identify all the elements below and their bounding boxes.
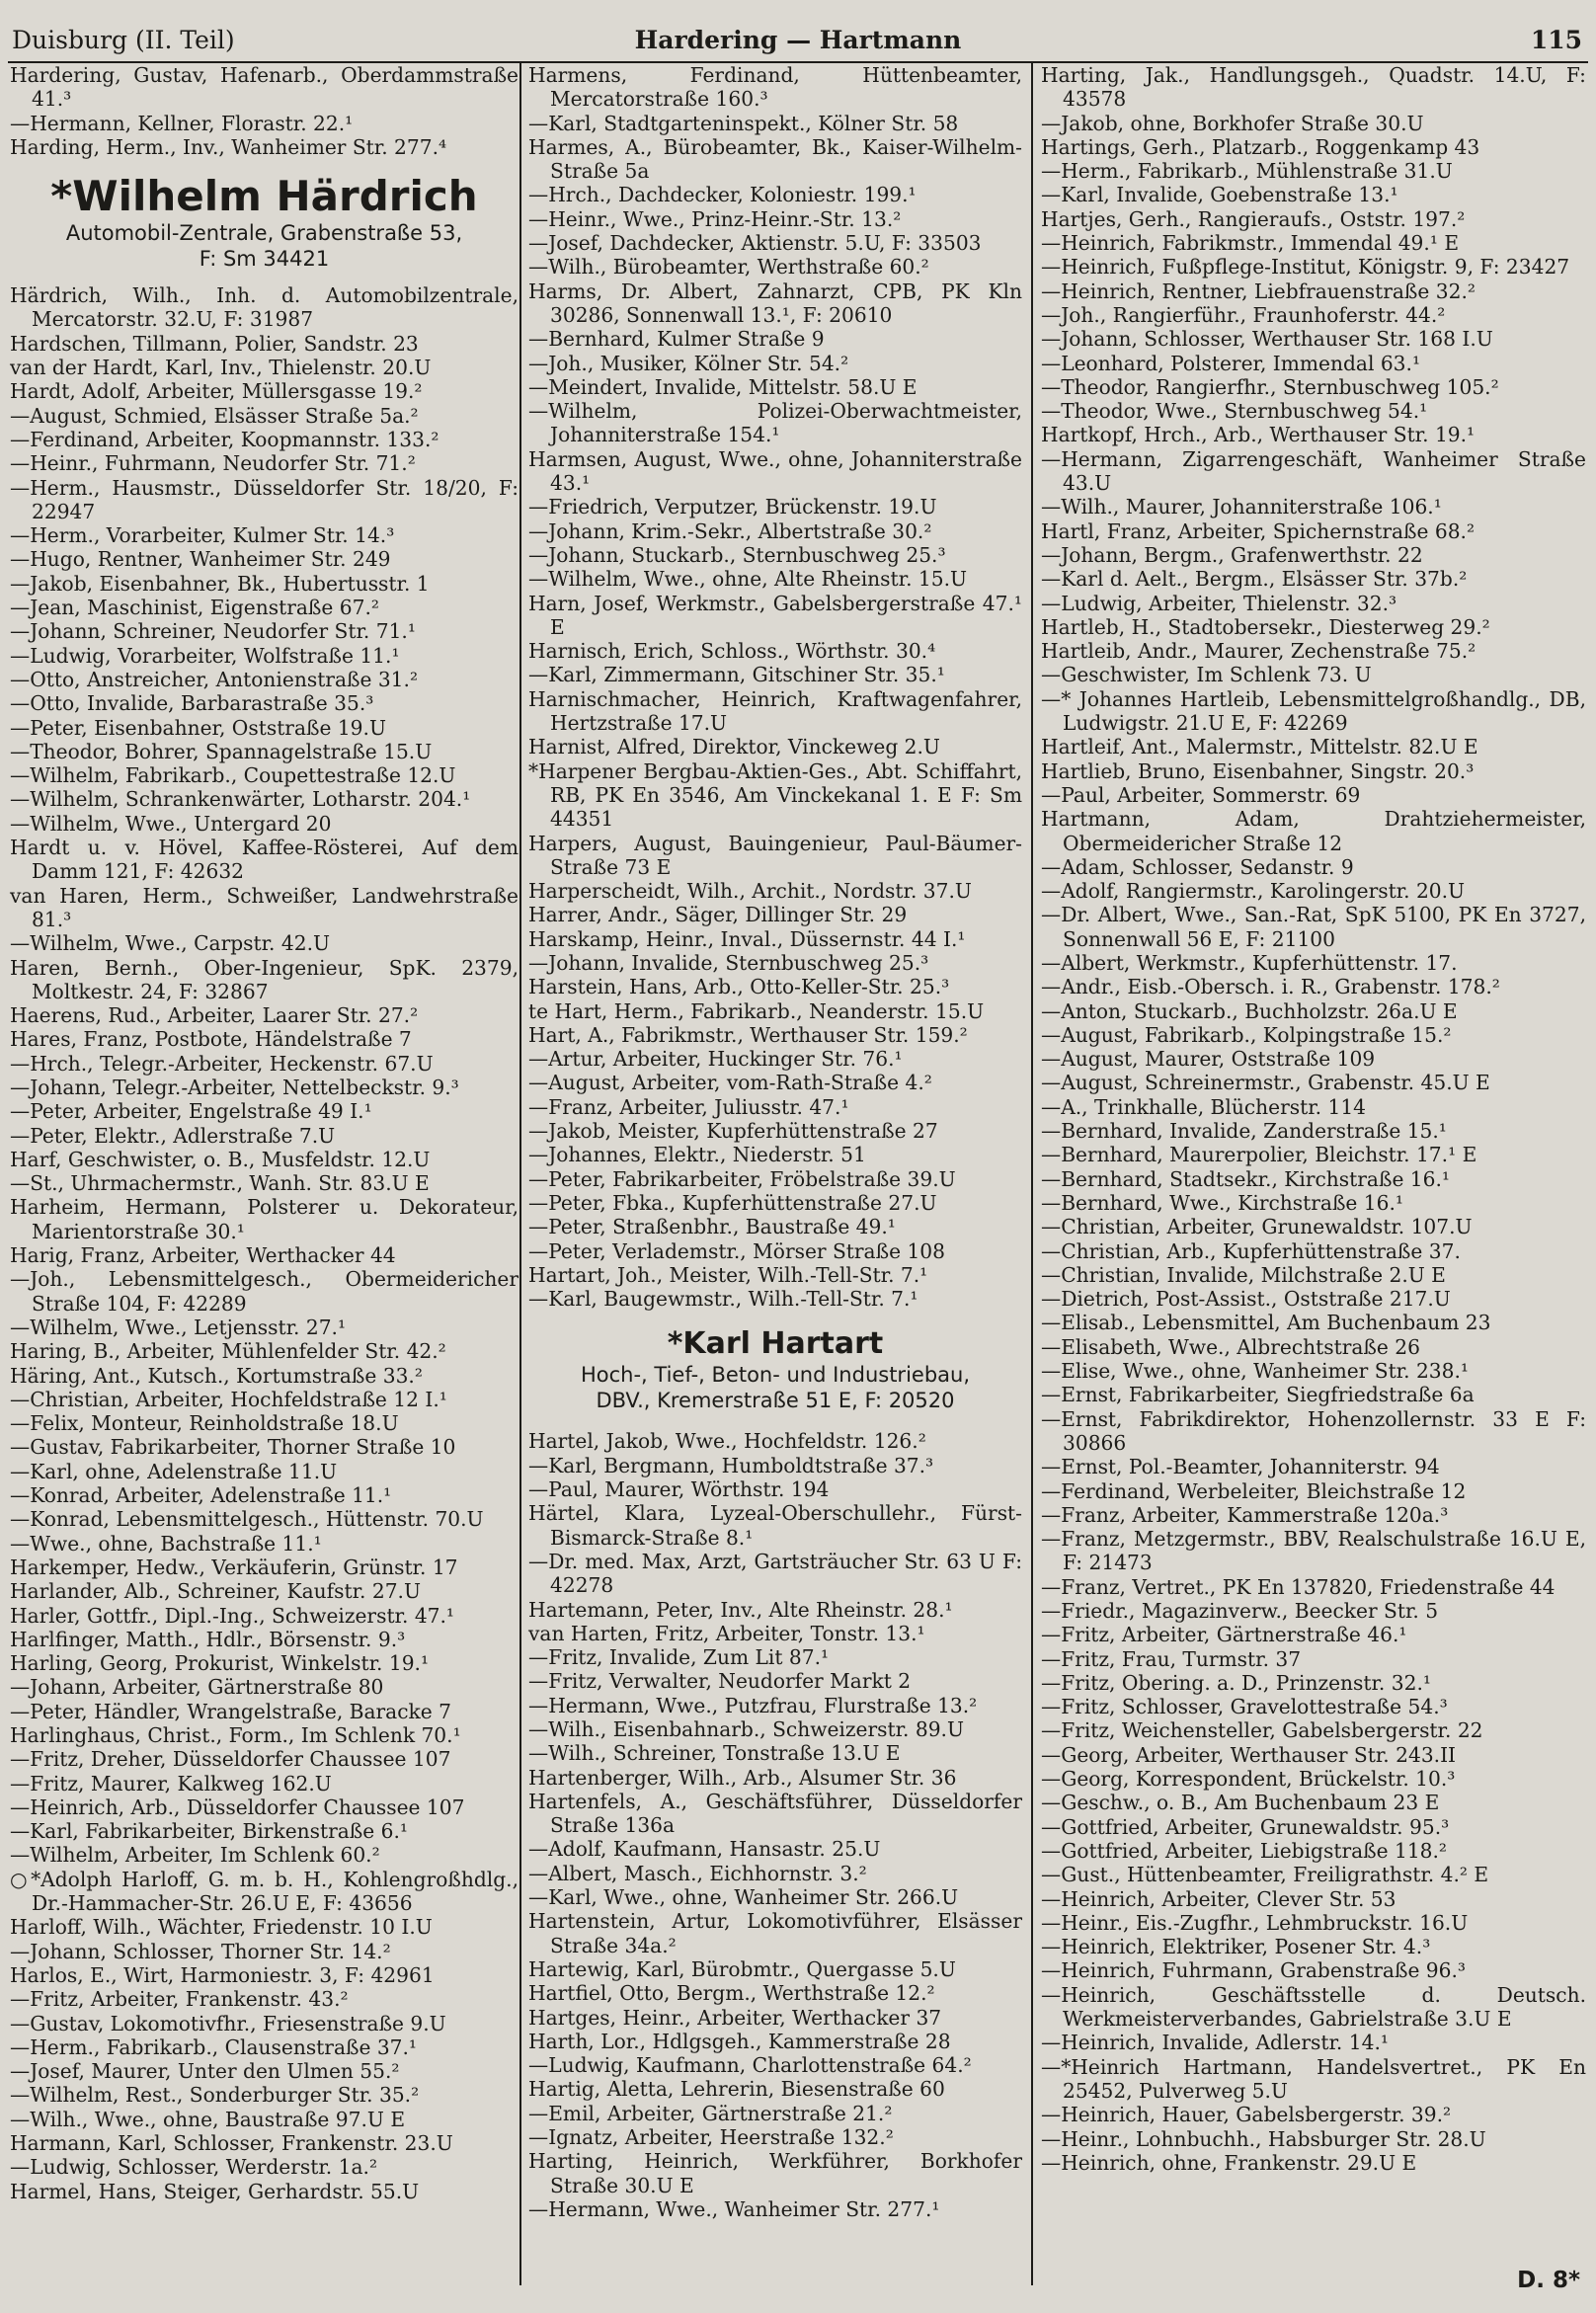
directory-entry: —Christian, Arbeiter, Grunewaldstr. 107.U <box>1041 1215 1473 1239</box>
directory-entry: —Konrad, Lebensmittelgesch., Hüttenstr. 70.U <box>10 1507 484 1532</box>
directory-entry: —Hugo, Rentner, Wanheimer Str. 249 <box>10 547 391 572</box>
directory-entry: —Fritz, Verwalter, Neudorfer Markt 2 <box>528 1669 912 1694</box>
directory-entry: —Karl, Stadtgarteninspekt., Kölner Str. 58 <box>528 111 959 135</box>
directory-entry: —Karl d. Aelt., Bergm., Elsässer Str. 37b.² <box>1041 567 1468 592</box>
directory-entry: —Peter, Arbeiter, Engelstraße 49 I.¹ <box>10 1099 372 1124</box>
directory-entry: —Heinr., Wwe., Prinz-Heinr.-Str. 13.² <box>528 206 902 231</box>
directory-entry: Härdrich, Wilh., Inh. d. Automobilzentrale, Mercatorstr. 32.U, F: 31987 <box>10 283 519 332</box>
directory-entry: —Hermann, Zigarrengeschäft, Wanheimer Straße 43.U <box>1041 446 1586 496</box>
directory-entry: Harrer, Andr., Säger, Dillinger Str. 29 <box>528 903 908 927</box>
directory-entry: Hardt u. v. Hövel, Kaffee-Rösterei, Auf dem Damm 121, F: 42632 <box>10 836 519 884</box>
directory-entry: Harf, Geschwister, o. B., Musfeldstr. 12.U <box>10 1147 431 1171</box>
directory-entry: —Dr. med. Max, Arzt, Gartsträucher Str. 63 U F: 42278 <box>528 1549 1022 1598</box>
directory-entry: Hartmann, Adam, Drahtziehermeister, Obermeidericher Straße 12 <box>1041 807 1586 855</box>
directory-entry: —Heinrich, Fußpflege-Institut, Königstr. 9, F: 23427 <box>1041 255 1570 279</box>
ad-line1: Hoch-, Tief-, Beton- und Industriebau, <box>580 1363 971 1388</box>
directory-entry: —Wilh., Wwe., ohne, Baustraße 97.U E <box>10 2107 406 2131</box>
directory-entry: Harstein, Hans, Arb., Otto-Keller-Str. 25.³ <box>528 975 950 999</box>
directory-entry: —Wilhelm, Polizei-Oberwachtmeister, Johanniterstraße 154.¹ <box>528 399 1022 447</box>
directory-entry: Harler, Gottfr., Dipl.-Ing., Schweizerstr. 47.¹ <box>10 1603 455 1628</box>
header-city: Duisburg (II. Teil) <box>12 26 235 54</box>
directory-entry: —Peter, Eisenbahner, Oststraße 19.U <box>10 715 386 740</box>
directory-entry: *Harpener Bergbau-Aktien-Ges., Abt. Schiffahrt, RB, PK En 3546, Am Vinckekanal 1. E F: Sm 44351 <box>528 758 1022 832</box>
advertisement-ad1 <box>10 173 519 272</box>
directory-entry: Harmes, A., Bürobeamter, Bk., Kaiser-Wilhelm-Straße 5a <box>528 134 1022 184</box>
directory-entry: —Heinrich, Elektriker, Posener Str. 4.³ <box>1041 1935 1431 1959</box>
directory-entry: —Wilhelm, Wwe., Carpstr. 42.U <box>10 931 331 956</box>
directory-entry: —Josef, Maurer, Unter den Ulmen 55.² <box>10 2059 400 2084</box>
directory-entry: —August, Schmied, Elsässer Straße 5a.² <box>10 403 419 428</box>
directory-entry: Hartjes, Gerh., Rangieraufs., Oststr. 197.² <box>1041 206 1466 231</box>
directory-entry: —Franz, Vertret., PK En 137820, Friedenstraße 44 <box>1041 1574 1556 1599</box>
directory-entry: —Heinrich, Fuhrmann, Grabenstraße 96.³ <box>1041 1958 1467 1983</box>
directory-entry: —Emil, Arbeiter, Gärtnerstraße 21.² <box>528 2101 893 2125</box>
signature-mark: D. 8* <box>1517 2268 1580 2293</box>
directory-entry: —Heinr., Lohnbuchh., Habsburger Str. 28.U <box>1041 2126 1486 2151</box>
directory-entry: Hartewig, Karl, Bürobmtr., Quergasse 5.U <box>528 1956 956 1981</box>
directory-entry: Harlinghaus, Christ., Form., Im Schlenk 70.¹ <box>10 1723 461 1747</box>
directory-entry: —* Johannes Hartleib, Lebensmittelgroßhandlg., DB, Ludwigstr. 21.U E, F: 42269 <box>1041 686 1586 736</box>
directory-entry: Härtel, Klara, Lyzeal-Oberschullehr., Fürst-Bismarck-Straße 8.¹ <box>528 1501 1022 1550</box>
directory-entry: Harig, Franz, Arbeiter, Werthacker 44 <box>10 1243 396 1268</box>
directory-entry: —Friedr., Magazinverw., Beecker Str. 5 <box>1041 1599 1439 1623</box>
directory-entry: Harding, Herm., Inv., Wanheimer Str. 277.⁴ <box>10 134 447 159</box>
directory-entry: —Bernhard, Wwe., Kirchstraße 16.¹ <box>1041 1190 1403 1215</box>
directory-entry: Hartleif, Ant., Malermstr., Mittelstr. 82.U E <box>1041 735 1478 759</box>
directory-entry: —Albert, Masch., Eichhornstr. 3.² <box>528 1861 867 1885</box>
directory-entry: —Ludwig, Arbeiter, Thielenstr. 32.³ <box>1041 591 1397 615</box>
directory-entry: —Johann, Invalide, Sternbuschweg 25.³ <box>528 950 929 975</box>
directory-entry: —Christian, Invalide, Milchstraße 2.U E <box>1041 1262 1446 1287</box>
column-1 <box>10 63 519 2203</box>
directory-entry: —Fritz, Weichensteller, Gabelsbergerstr. 22 <box>1041 1718 1483 1743</box>
directory-entry: —August, Arbeiter, vom-Rath-Straße 4.² <box>528 1071 932 1095</box>
directory-entry: —Hrch., Telegr.-Arbeiter, Heckenstr. 67.U <box>10 1051 434 1076</box>
column-2 <box>528 63 1022 2221</box>
directory-entry: —Jean, Maschinist, Eigenstraße 67.² <box>10 596 379 620</box>
directory-entry: Hardt, Adolf, Arbeiter, Müllersgasse 19.² <box>10 379 423 404</box>
directory-entry: —Andr., Eisb.-Obersch. i. R., Grabenstr. 178.² <box>1041 975 1500 999</box>
directory-entry: —Johann, Telegr.-Arbeiter, Nettelbeckstr. 9.³ <box>10 1075 459 1099</box>
directory-entry: —Herm., Fabrikarb., Clausenstraße 37.¹ <box>10 2034 418 2059</box>
directory-entry: —Ludwig, Vorarbeiter, Wolfstraße 11.¹ <box>10 643 400 668</box>
directory-entry: —Franz, Metzgermstr., BBV, Realschulstraße 16.U E, F: 21473 <box>1041 1527 1586 1575</box>
directory-entry: —Heinrich, Arb., Düsseldorfer Chaussee 107 <box>10 1795 465 1819</box>
directory-entry: —Fritz, Arbeiter, Frankenstr. 43.² <box>10 1987 349 2012</box>
directory-entry: —Elisab., Lebensmittel, Am Buchenbaum 23 <box>1041 1311 1491 1335</box>
directory-entry: —Geschwister, Im Schlenk 73. U <box>1041 663 1372 687</box>
directory-entry: —Ignatz, Arbeiter, Heerstraße 132.² <box>528 2125 894 2150</box>
directory-entry: —Wilhelm, Wwe., Untergard 20 <box>10 811 332 836</box>
directory-entry: Hartges, Heinr., Arbeiter, Werthacker 37 <box>528 2005 942 2030</box>
directory-entry: —Joh., Rangierführ., Fraunhoferstr. 44.² <box>1041 302 1446 327</box>
directory-entry: Harlander, Alb., Schreiner, Kaufstr. 27.U <box>10 1579 421 1604</box>
directory-entry: —Peter, Verlademstr., Mörser Straße 108 <box>528 1238 945 1263</box>
directory-entry: van der Hardt, Karl, Inv., Thielenstr. 20.U <box>10 356 432 380</box>
directory-entry: Harn, Josef, Werkmstr., Gabelsbergerstraße 47.¹ E <box>528 591 1022 639</box>
directory-entry: Hartings, Gerh., Platzarb., Roggenkamp 43 <box>1041 134 1480 159</box>
directory-entry: Harlos, E., Wirt, Harmoniestr. 3, F: 42961 <box>10 1962 435 1987</box>
directory-entry: —Wilhelm, Wwe., Letjensstr. 27.¹ <box>10 1315 347 1339</box>
directory-entry: Harnist, Alfred, Direktor, Vinckeweg 2.U <box>528 735 940 759</box>
directory-entry: —Fritz, Schlosser, Gravelottestraße 54.³ <box>1041 1695 1448 1719</box>
directory-entry: Harling, Georg, Prokurist, Winkelstr. 19.¹ <box>10 1651 430 1676</box>
directory-entry: —Heinrich, Invalide, Adlerstr. 14.¹ <box>1041 2031 1389 2055</box>
directory-entry: —Elisabeth, Wwe., Albrechtstraße 26 <box>1041 1334 1420 1359</box>
directory-entry: Hartkopf, Hrch., Arb., Werthauser Str. 19.¹ <box>1041 423 1476 447</box>
directory-entry: —Leonhard, Polsterer, Immendal 63.¹ <box>1041 351 1421 375</box>
directory-entry: —Albert, Werkmstr., Kupferhüttenstr. 17. <box>1041 950 1458 975</box>
directory-entry: Harkemper, Hedw., Verkäuferin, Grünstr. 17 <box>10 1555 458 1579</box>
directory-entry: Harheim, Hermann, Polsterer u. Dekorateur, Marientorstraße 30.¹ <box>10 1195 519 1243</box>
directory-entry: —Heinrich, Arbeiter, Clever Str. 53 <box>1041 1886 1396 1911</box>
directory-entry: —Karl, ohne, Adelenstraße 11.U <box>10 1459 338 1483</box>
directory-entry: Hartleib, Andr., Maurer, Zechenstraße 75.² <box>1041 639 1476 664</box>
directory-entry: —Johann, Arbeiter, Gärtnerstraße 80 <box>10 1675 384 1700</box>
directory-entry: —Karl, Zimmermann, Gitschiner Str. 35.¹ <box>528 663 945 687</box>
directory-entry: Hartenberger, Wilh., Arb., Alsumer Str. 36 <box>528 1765 957 1790</box>
directory-entry: Harperscheidt, Wilh., Archit., Nordstr. 37.U <box>528 879 972 904</box>
directory-entry: —Fritz, Frau, Turmstr. 37 <box>1041 1646 1302 1671</box>
directory-entry: —Peter, Händler, Wrangelstraße, Baracke 7 <box>10 1699 451 1723</box>
directory-entry: —Gottfried, Arbeiter, Grunewaldstr. 95.³ <box>1041 1814 1450 1839</box>
directory-entry: —Gustav, Fabrikarbeiter, Thorner Straße 10 <box>10 1435 456 1460</box>
directory-entry: —Bernhard, Maurerpolier, Bleichstr. 17.¹ E <box>1041 1143 1477 1167</box>
directory-entry: —Ludwig, Schlosser, Werderstr. 1a.² <box>10 2155 378 2180</box>
directory-entry: —Wilhelm, Fabrikarb., Coupettestraße 12.U <box>10 763 456 788</box>
directory-entry: —Ernst, Fabrikarbeiter, Siegfriedstraße 6a <box>1041 1383 1475 1407</box>
directory-entry: —Wilh., Bürobeamter, Werthstraße 60.² <box>528 255 929 279</box>
directory-entry: Harpers, August, Bauingenieur, Paul-Bäumer-Straße 73 E <box>528 831 1022 879</box>
directory-entry: —Heinr., Eis.-Zugfhr., Lehmbruckstr. 16.U <box>1041 1910 1469 1935</box>
directory-entry: —Herm., Vorarbeiter, Kulmer Str. 14.³ <box>10 523 395 548</box>
ad-line2: F: Sm 34421 <box>199 247 330 272</box>
directory-entry: Harth, Lor., Hdlgsgeh., Kammerstraße 28 <box>528 2029 951 2053</box>
directory-entry: —Gust., Hüttenbeamter, Freiligrathstr. 4.² E <box>1041 1863 1489 1887</box>
directory-entry: Harmann, Karl, Schlosser, Frankenstr. 23.U <box>10 2131 453 2156</box>
directory-entry: —Wilh., Schreiner, Tonstraße 13.U E <box>528 1741 901 1766</box>
directory-entry: —Johannes, Elektr., Niederstr. 51 <box>528 1143 866 1167</box>
directory-entry: —Georg, Korrespondent, Brückelstr. 10.³ <box>1041 1767 1456 1792</box>
directory-entry: —Dr. Albert, Wwe., San.-Rat, SpK 5100, PK En 3727, Sonnenwall 56 E, F: 21100 <box>1041 903 1586 951</box>
directory-entry: Harmsen, August, Wwe., ohne, Johanniterstraße 43.¹ <box>528 446 1022 496</box>
directory-entry: Hartl, Franz, Arbeiter, Spichernstraße 68.² <box>1041 518 1476 543</box>
directory-entry: —August, Fabrikarb., Kolpingstraße 15.² <box>1041 1022 1452 1047</box>
directory-entry: —A., Trinkhalle, Blücherstr. 114 <box>1041 1094 1367 1119</box>
directory-entry: —Adam, Schlosser, Sedanstr. 9 <box>1041 854 1354 879</box>
directory-entry: —Ernst, Pol.-Beamter, Johanniterstr. 94 <box>1041 1455 1440 1479</box>
directory-entry: —Adolf, Rangiermstr., Karolingerstr. 20.U <box>1041 879 1466 904</box>
directory-entry: van Harten, Fritz, Arbeiter, Tonstr. 13.¹ <box>528 1621 925 1645</box>
directory-entry: —Peter, Straßenbhr., Baustraße 49.¹ <box>528 1215 896 1239</box>
directory-entry: —Adolf, Kaufmann, Hansastr. 25.U <box>528 1837 881 1862</box>
directory-entry: —Wwe., ohne, Bachstraße 11.¹ <box>10 1531 322 1555</box>
directory-entry: —Gottfried, Arbeiter, Liebigstraße 118.² <box>1041 1838 1448 1863</box>
directory-entry: —Heinrich, Rentner, Liebfrauenstraße 32.² <box>1041 279 1476 303</box>
page-number: 115 <box>1530 26 1582 54</box>
directory-entry: —Peter, Elektr., Adlerstraße 7.U <box>10 1123 336 1148</box>
directory-entry: Haerens, Rud., Arbeiter, Laarer Str. 27.² <box>10 1003 419 1028</box>
directory-entry: —Bernhard, Kulmer Straße 9 <box>528 327 825 352</box>
directory-entry: —Johann, Stuckarb., Sternbuschweg 25.³ <box>528 542 946 567</box>
directory-entry: —Ludwig, Kaufmann, Charlottenstraße 64.² <box>528 2053 972 2078</box>
directory-entry: —Otto, Anstreicher, Antonienstraße 31.² <box>10 667 419 691</box>
directory-entry: —Theodor, Rangierfhr., Sternbuschweg 105.² <box>1041 374 1499 399</box>
directory-entry: —Johann, Schlosser, Werthauser Str. 168 I.U <box>1041 327 1493 352</box>
directory-entry: —Karl, Invalide, Goebenstraße 13.¹ <box>1041 183 1398 207</box>
directory-entry: —Anton, Stuckarb., Buchholzstr. 26a.U E <box>1041 998 1458 1023</box>
directory-entry: Häring, Ant., Kutsch., Kortumstraße 33.² <box>10 1363 423 1388</box>
directory-entry: Hartenfels, A., Geschäftsführer, Düsseldorfer Straße 136a <box>528 1789 1022 1838</box>
directory-entry: ○*Adolph Harloff, G. m. b. H., Kohlengroßhdlg., Dr.-Hammacher-Str. 26.U E, F: 43656 <box>10 1867 519 1916</box>
directory-entry: —Johann, Schlosser, Thorner Str. 14.² <box>10 1939 391 1963</box>
directory-entry: Hartig, Aletta, Lehrerin, Biesenstraße 60 <box>528 2077 945 2102</box>
ad-line2: DBV., Kremerstraße 51 E, F: 20520 <box>596 1389 955 1413</box>
directory-entry: Harnisch, Erich, Schloss., Wörthstr. 30.⁴ <box>528 639 936 664</box>
directory-entry: —Geschw., o. B., Am Buchenbaum 23 E <box>1041 1791 1440 1815</box>
directory-entry: —Peter, Fbka., Kupferhüttenstraße 27.U <box>528 1190 937 1215</box>
directory-entry: —Elise, Wwe., ohne, Wanheimer Str. 238.¹ <box>1041 1359 1469 1384</box>
directory-entry: —Jakob, ohne, Borkhofer Straße 30.U <box>1041 111 1424 135</box>
directory-entry: —Johann, Schreiner, Neudorfer Str. 71.¹ <box>10 619 416 644</box>
column-3 <box>1041 63 1586 2175</box>
directory-entry: —Wilh., Eisenbahnarb., Schweizerstr. 89.U <box>528 1717 964 1741</box>
directory-entry: —Josef, Dachdecker, Aktienstr. 5.U, F: 33503 <box>528 231 982 256</box>
directory-entry: —Wilhelm, Wwe., ohne, Alte Rheinstr. 15.U <box>528 567 968 592</box>
directory-entry: Hartart, Joh., Meister, Wilh.-Tell-Str. 7.¹ <box>528 1262 928 1287</box>
directory-entry: —August, Schreinermstr., Grabenstr. 45.U E <box>1041 1071 1490 1095</box>
directory-entry: —Karl, Wwe., ohne, Wanheimer Str. 266.U <box>528 1885 959 1910</box>
directory-entry: —Wilhelm, Arbeiter, Im Schlenk 60.² <box>10 1843 380 1868</box>
column-divider <box>1031 63 1033 2285</box>
directory-entry: —Joh., Lebensmittelgesch., Obermeidericher Straße 104, F: 42289 <box>10 1267 519 1316</box>
directory-entry: —Otto, Invalide, Barbarastraße 35.³ <box>10 691 374 716</box>
directory-entry: Hartfiel, Otto, Bergm., Werthstraße 12.² <box>528 1981 935 2006</box>
page-header <box>8 18 1588 63</box>
directory-entry: —Heinrich, Geschäftsstelle d. Deutsch. Werkmeisterverbandes, Gabrielstraße 3.U E <box>1041 1982 1586 2032</box>
directory-entry: —Franz, Arbeiter, Kammerstraße 120a.³ <box>1041 1502 1449 1527</box>
directory-entry: —Karl, Baugewmstr., Wilh.-Tell-Str. 7.¹ <box>528 1287 918 1312</box>
directory-entry: Hartleb, H., Stadtobersekr., Diesterweg 29.² <box>1041 614 1490 639</box>
directory-entry: —Fritz, Invalide, Zum Lit 87.¹ <box>528 1645 830 1670</box>
header-range: Hardering — Hartmann <box>634 26 962 54</box>
directory-entry: —Peter, Fabrikarbeiter, Fröbelstraße 39.U <box>528 1166 956 1191</box>
directory-entry: Hartemann, Peter, Inv., Alte Rheinstr. 28.¹ <box>528 1597 953 1622</box>
directory-entry: —Johann, Bergm., Grafenwerthstr. 22 <box>1041 542 1423 567</box>
directory-entry: —Fritz, Dreher, Düsseldorfer Chaussee 107 <box>10 1747 451 1772</box>
directory-entry: —Fritz, Arbeiter, Gärtnerstraße 46.¹ <box>1041 1623 1407 1647</box>
directory-entry: —Felix, Monteur, Reinholdstraße 18.U <box>10 1411 399 1436</box>
directory-entry: —Meindert, Invalide, Mittelstr. 58.U E <box>528 374 918 399</box>
directory-entry: Harmens, Ferdinand, Hüttenbeamter, Mercatorstraße 160.³ <box>528 63 1022 112</box>
directory-entry: —Hrch., Dachdecker, Koloniestr. 199.¹ <box>528 183 917 207</box>
directory-entry: —Paul, Arbeiter, Sommerstr. 69 <box>1041 782 1361 807</box>
directory-entry: —Theodor, Bohrer, Spannagelstraße 15.U <box>10 739 433 763</box>
directory-entry: —Konrad, Arbeiter, Adelenstraße 11.¹ <box>10 1483 392 1508</box>
ad-name: *Karl Hartart <box>667 1326 884 1362</box>
directory-entry: —Georg, Arbeiter, Werthauser Str. 243.II <box>1041 1742 1457 1767</box>
directory-entry: —Bernhard, Stadtsekr., Kirchstraße 16.¹ <box>1041 1166 1451 1191</box>
directory-entry: Harlfinger, Matth., Hdlr., Börsenstr. 9.³ <box>10 1627 406 1651</box>
directory-entry: —St., Uhrmachermstr., Wanh. Str. 83.U E <box>10 1171 430 1196</box>
directory-entry: Hardschen, Tillmann, Polier, Sandstr. 23 <box>10 331 419 356</box>
directory-entry: —Heinr., Fuhrmann, Neudorfer Str. 71.² <box>10 451 416 476</box>
ad-line1: Automobil-Zentrale, Grabenstraße 53, <box>65 221 463 246</box>
directory-entry: —Christian, Arbeiter, Hochfeldstraße 12 I.¹ <box>10 1387 447 1411</box>
directory-entry: —Franz, Arbeiter, Juliusstr. 47.¹ <box>528 1094 849 1119</box>
directory-entry: Harms, Dr. Albert, Zahnarzt, CPB, PK Kln 30286, Sonnenwall 13.¹, F: 20610 <box>528 279 1022 327</box>
directory-entry: Haren, Bernh., Ober-Ingenieur, SpK. 2379, Moltkestr. 24, F: 32867 <box>10 955 519 1003</box>
directory-entry: —Ferdinand, Arbeiter, Koopmannstr. 133.² <box>10 427 439 451</box>
directory-entry: Hartlieb, Bruno, Eisenbahner, Singstr. 20.³ <box>1041 758 1475 783</box>
directory-entry: —Friedrich, Verputzer, Brückenstr. 19.U <box>528 495 937 519</box>
directory-entry: Haring, B., Arbeiter, Mühlenfelder Str. 42.² <box>10 1339 446 1364</box>
directory-entry: —Paul, Maurer, Wörthstr. 194 <box>528 1477 830 1502</box>
directory-entry: —Joh., Musiker, Kölner Str. 54.² <box>528 351 849 375</box>
directory-entry: Harmel, Hans, Steiger, Gerhardstr. 55.U <box>10 2179 420 2203</box>
directory-entry: —Heinrich, Fabrikmstr., Immendal 49.¹ E <box>1041 231 1460 256</box>
directory-entry: —Dietrich, Post-Assist., Oststraße 217.U <box>1041 1287 1451 1312</box>
directory-entry: Harting, Heinrich, Werkführer, Borkhofer Straße 30.U E <box>528 2149 1022 2197</box>
directory-entry: —August, Maurer, Oststraße 109 <box>1041 1047 1376 1072</box>
directory-entry: —Fritz, Obering. a. D., Prinzenstr. 32.¹ <box>1041 1670 1431 1695</box>
directory-entry: —Ferdinand, Werbeleiter, Bleichstraße 12 <box>1041 1478 1467 1503</box>
directory-entry: Harting, Jak., Handlungsgeh., Quadstr. 14.U, F: 43578 <box>1041 63 1586 112</box>
directory-entry: —Johann, Krim.-Sekr., Albertstraße 30.² <box>528 518 932 543</box>
column-divider <box>519 63 521 2285</box>
directory-entry: —Christian, Arb., Kupferhüttenstraße 37. <box>1041 1238 1461 1263</box>
directory-entry: —*Heinrich Hartmann, Handelsvertret., PK En 25452, Pulverweg 5.U <box>1041 2054 1586 2103</box>
advertisement-ad2 <box>528 1326 1022 1413</box>
directory-entry: van Haren, Herm., Schweißer, Landwehrstraße 81.³ <box>10 883 519 931</box>
directory-entry: —Heinrich, Hauer, Gabelsbergerstr. 39.² <box>1041 2103 1452 2127</box>
directory-entry: —Hermann, Wwe., Putzfrau, Flurstraße 13.² <box>528 1693 978 1717</box>
directory-entry: —Hermann, Kellner, Florastr. 22.¹ <box>10 111 354 135</box>
directory-entry: —Bernhard, Invalide, Zanderstraße 15.¹ <box>1041 1119 1447 1144</box>
directory-entry: —Theodor, Wwe., Sternbuschweg 54.¹ <box>1041 399 1428 424</box>
directory-entry: Hares, Franz, Postbote, Händelstraße 7 <box>10 1027 412 1052</box>
directory-entry: —Karl, Bergmann, Humboldtstraße 37.³ <box>528 1453 934 1477</box>
directory-entry: Harloff, Wilh., Wächter, Friedenstr. 10 I.U <box>10 1915 433 1940</box>
directory-entry: Hartel, Jakob, Wwe., Hochfeldstr. 126.² <box>528 1429 926 1454</box>
directory-entry: —Fritz, Maurer, Kalkweg 162.U <box>10 1771 332 1795</box>
directory-entry: —Karl, Fabrikarbeiter, Birkenstraße 6.¹ <box>10 1819 408 1844</box>
directory-entry: —Herm., Hausmstr., Düsseldorfer Str. 18/20, F: 22947 <box>10 475 519 523</box>
directory-entry: —Jakob, Meister, Kupferhüttenstraße 27 <box>528 1119 938 1144</box>
directory-entry: —Wilhelm, Rest., Sonderburger Str. 35.² <box>10 2083 420 2108</box>
directory-entry: —Wilh., Maurer, Johanniterstraße 106.¹ <box>1041 495 1442 519</box>
directory-entry: —Artur, Arbeiter, Huckinger Str. 76.¹ <box>528 1047 903 1072</box>
directory-entry: —Wilhelm, Schrankenwärter, Lotharstr. 204.¹ <box>10 787 471 812</box>
directory-entry: —Heinrich, ohne, Frankenstr. 29.U E <box>1041 2150 1417 2175</box>
directory-entry: —Jakob, Eisenbahner, Bk., Hubertusstr. 1 <box>10 571 430 596</box>
directory-entry: Harnischmacher, Heinrich, Kraftwagenfahrer, Hertzstraße 17.U <box>528 686 1022 736</box>
directory-entry: Hart, A., Fabrikmstr., Werthauser Str. 159.² <box>528 1022 968 1047</box>
directory-entry: —Hermann, Wwe., Wanheimer Str. 277.¹ <box>528 2196 940 2221</box>
directory-entry: —Ernst, Fabrikdirektor, Hohenzollernstr. 33 E F: 30866 <box>1041 1406 1586 1455</box>
ad-name: *Wilhelm Härdrich <box>50 172 478 221</box>
directory-entry: te Hart, Herm., Fabrikarb., Neanderstr. 15.U <box>528 998 985 1023</box>
directory-entry: Hartenstein, Artur, Lokomotivführer, Elsässer Straße 34a.² <box>528 1909 1022 1957</box>
directory-entry: —Herm., Fabrikarb., Mühlenstraße 31.U <box>1041 159 1453 184</box>
directory-entry: Hardering, Gustav, Hafenarb., Oberdammstraße 41.³ <box>10 63 519 112</box>
directory-entry: —Gustav, Lokomotivfhr., Friesenstraße 9.U <box>10 2011 446 2035</box>
directory-entry: Harskamp, Heinr., Inval., Düssernstr. 44 I.¹ <box>528 926 966 951</box>
